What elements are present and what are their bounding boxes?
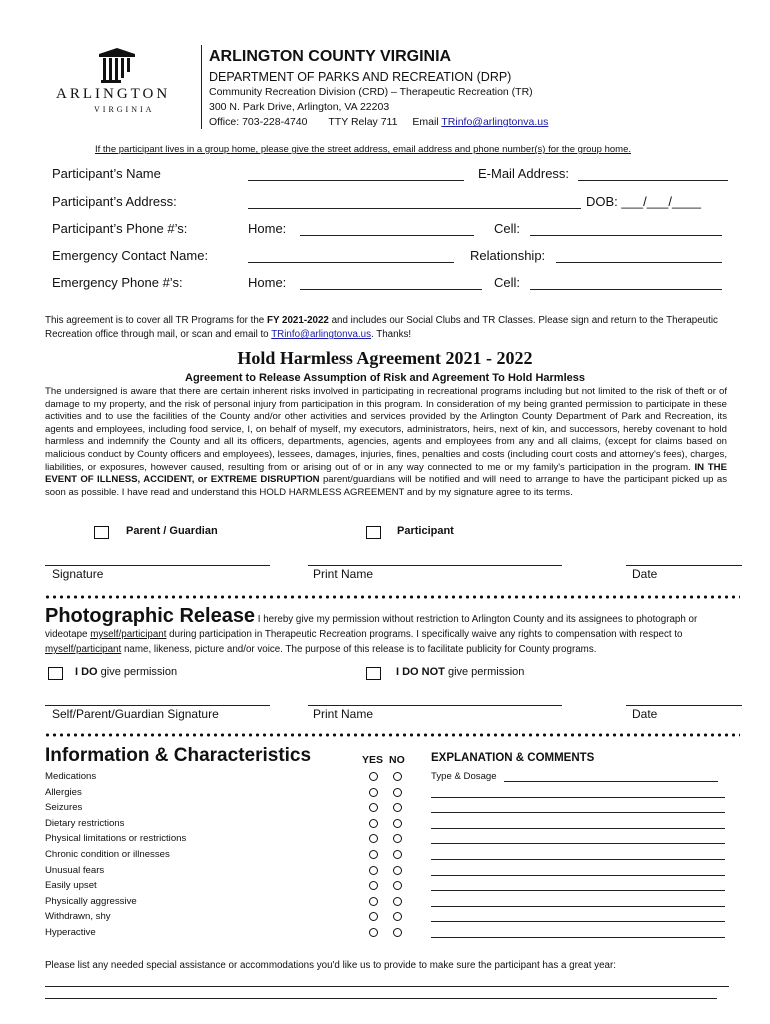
i-do-rest: give permission	[97, 666, 178, 678]
relationship-label: Relationship:	[470, 248, 546, 263]
photo-date-line[interactable]	[626, 705, 742, 706]
signature-label: Signature	[52, 567, 104, 581]
explanation-field[interactable]	[431, 921, 725, 922]
yes-radio[interactable]	[369, 850, 378, 859]
county-title: ARLINGTON COUNTY VIRGINIA	[209, 48, 452, 65]
print-name-line[interactable]	[308, 565, 562, 566]
agreement-emergency-notice: IN THE EVENT OF ILLNESS, ACCIDENT, or EXTREME DISRUPTION	[45, 461, 727, 486]
date-label: Date	[632, 567, 658, 581]
explanation-field[interactable]	[431, 937, 725, 938]
contact-line	[209, 116, 548, 128]
characteristic-label: Unusual fears	[45, 864, 105, 876]
tty-relay: TTY Relay 711	[328, 116, 398, 128]
yes-radio[interactable]	[369, 897, 378, 906]
photo-self-participant-1: myself/participant	[90, 629, 167, 640]
yes-radio[interactable]	[369, 866, 378, 875]
agreement-title: Hold Harmless Agreement 2021 - 2022	[237, 348, 533, 368]
fiscal-year: FY 2021-2022	[266, 315, 329, 326]
photo-print-name-label: Print Name	[313, 707, 374, 721]
i-do-checkbox[interactable]	[48, 667, 63, 680]
intro-email-link[interactable]: TRinfo@arlingtonva.us	[271, 329, 371, 340]
intro-text-1: This agreement is to cover all TR Programs for the	[45, 315, 267, 326]
info-title: Information & Characteristics	[45, 745, 312, 766]
characteristic-label: Easily upset	[45, 880, 97, 892]
yes-radio[interactable]	[369, 803, 378, 812]
home-phone-label: Home:	[248, 221, 287, 236]
intro-text-2: and includes our Social Clubs and TR Classes. Please sign and return to the Therapeutic Recreation office through mail, or scan and email to	[45, 315, 718, 340]
characteristic-label: Withdrawn, shy	[45, 911, 111, 923]
department-name: DEPARTMENT OF PARKS AND RECREATION (DRP)	[209, 70, 512, 84]
no-radio[interactable]	[393, 803, 402, 812]
parent-guardian-label: Parent / Guardian	[126, 525, 218, 537]
no-radio[interactable]	[393, 772, 402, 781]
signature-line[interactable]	[45, 565, 270, 566]
photo-print-name-line[interactable]	[308, 705, 562, 706]
emergency-contact-label: Emergency Contact Name:	[52, 248, 209, 263]
photo-date-label: Date	[632, 707, 658, 721]
no-radio[interactable]	[393, 912, 402, 921]
agreement-subtitle: Agreement to Release Assumption of Risk and Agreement To Hold Harmless	[185, 372, 585, 384]
photo-text-1: I hereby give my permission without restriction to Arlington County and its assignees to photograph or videotape	[45, 614, 698, 640]
explanation-field[interactable]	[431, 797, 725, 798]
i-do-label	[75, 666, 177, 678]
emergency-home-label: Home:	[248, 275, 287, 290]
cell-phone-label: Cell:	[494, 221, 521, 236]
no-radio[interactable]	[393, 850, 402, 859]
participant-name-label: Participant’s Name	[52, 166, 161, 181]
photo-text-3: name, likeness, picture and/or voice. The purpose of this release is to facilitate publicity for County programs.	[121, 644, 597, 655]
participant-name-field[interactable]	[248, 180, 464, 181]
no-header: NO	[389, 754, 405, 766]
relationship-field[interactable]	[556, 262, 722, 263]
no-radio[interactable]	[393, 881, 402, 890]
header-email-link[interactable]: TRinfo@arlingtonva.us	[441, 116, 549, 128]
yes-radio[interactable]	[369, 912, 378, 921]
header-divider	[201, 45, 202, 129]
section-divider-2	[44, 733, 740, 737]
no-radio[interactable]	[393, 866, 402, 875]
type-dosage-label: Type & Dosage	[431, 771, 497, 782]
photo-release	[45, 605, 740, 657]
photo-text-2: during participation in Therapeutic Recreation programs. I specifically waive any rights to compensation with respect to	[166, 629, 683, 640]
agreement-body	[45, 386, 727, 499]
explanation-field[interactable]	[431, 859, 725, 860]
participant-checkbox[interactable]	[366, 526, 381, 539]
date-line[interactable]	[626, 565, 742, 566]
explanation-field[interactable]	[431, 906, 725, 907]
i-do-not-rest: give permission	[444, 666, 525, 678]
characteristic-label: Physically aggressive	[45, 895, 137, 907]
yes-radio[interactable]	[369, 788, 378, 797]
no-radio[interactable]	[393, 819, 402, 828]
agreement-body-text-2: parent/guardians will be notified and will need to arrange to have the participant picked up as soon as possible. I have read and understand this HOLD HARMLESS AGREEMENT and by my signature agree to its terms.	[45, 474, 727, 498]
cell-phone-field[interactable]	[530, 235, 722, 236]
dob-field[interactable]: DOB: ___/___/____	[586, 194, 701, 209]
emergency-contact-field[interactable]	[248, 262, 454, 263]
logo-wordmark: ARLINGTON	[56, 86, 171, 102]
emergency-home-field[interactable]	[300, 289, 482, 290]
characteristic-label: Chronic condition or illnesses	[45, 849, 170, 860]
yes-radio[interactable]	[369, 928, 378, 937]
type-dosage-field[interactable]	[504, 781, 718, 782]
section-divider	[44, 595, 740, 599]
explanation-field[interactable]	[431, 828, 725, 829]
arlington-logo	[52, 42, 197, 114]
office-phone: Office: 703-228-4740	[209, 116, 308, 128]
explanation-header: EXPLANATION & COMMENTS	[431, 752, 595, 764]
participant-address-field[interactable]	[248, 208, 581, 209]
i-do-not-label	[396, 666, 524, 678]
explanation-field[interactable]	[431, 890, 725, 891]
footer-prompt: Please list any needed special assistance or accommodations you'd like us to provide to make sure the participant has a great year:	[45, 960, 616, 971]
yes-radio[interactable]	[369, 834, 378, 843]
emergency-cell-field[interactable]	[530, 289, 722, 290]
no-radio[interactable]	[393, 928, 402, 937]
yes-header: YES	[362, 754, 384, 766]
emergency-phone-label: Emergency Phone #’s:	[52, 275, 183, 290]
characteristic-label: Physical limitations or restrictions	[45, 833, 187, 845]
email-label: Email	[412, 116, 439, 128]
group-home-note: If the participant lives in a group home, please give the street address, email address and phone number(s) for the group home.	[95, 144, 631, 155]
photo-signature-line[interactable]	[45, 705, 270, 706]
i-do-text: I DO	[75, 666, 98, 678]
intro-text-3: . Thanks!	[370, 329, 412, 340]
email-address-label: E-Mail Address:	[478, 166, 570, 181]
i-do-not-checkbox[interactable]	[366, 667, 381, 680]
logo-subtitle: VIRGINIA	[94, 105, 155, 114]
arlington-house-icon	[97, 46, 137, 84]
photo-signature-label: Self/Parent/Guardian Signature	[52, 707, 219, 721]
office-address: 300 N. Park Drive, Arlington, VA 22203	[209, 101, 390, 113]
no-radio[interactable]	[393, 897, 402, 906]
characteristic-label: Medications	[45, 771, 97, 782]
division-name: Community Recreation Division (CRD) – Therapeutic Recreation (TR)	[209, 86, 533, 98]
yes-radio[interactable]	[369, 881, 378, 890]
no-radio[interactable]	[393, 834, 402, 843]
explanation-field[interactable]	[431, 875, 725, 876]
emergency-cell-label: Cell:	[494, 275, 521, 290]
characteristic-label: Seizures	[45, 802, 83, 814]
print-name-label: Print Name	[313, 567, 374, 581]
home-phone-field[interactable]	[300, 235, 474, 236]
yes-radio[interactable]	[369, 772, 378, 781]
parent-guardian-checkbox[interactable]	[94, 526, 109, 539]
explanation-field[interactable]	[431, 812, 725, 813]
characteristic-label: Allergies	[45, 786, 82, 798]
agreement-body-text-1: The undersigned is aware that there are certain inherent risks involved in participating in recreational programs including but not limited to the risk of theft or of damage to my property, and the risk of personal injury from participation in this program. In consideration of my being granted permission to participate in these activities and to use the facilities of the County and/or other activities and services provided by the Arlington County Department of Park and Recreation, its agents and employees, including food service, I, on behalf of myself, my executors, administrators, heirs, next of kin, and successors, hereby covenant to hold harmless and indemnify the County and all its officers, departments, agencies, agents and employees from any and all claims, (except for claims based on malicious conduct by County officers and employees), lessees, damages, injuries, fines, penalties and costs (including court costs and attorney's fees), charges, liabilities, or exposures, however caused, resulting from or arising out of or in any way connected to me or my family's participation in the program.	[45, 386, 727, 473]
participant-address-label: Participant’s Address:	[52, 194, 177, 209]
no-radio[interactable]	[393, 788, 402, 797]
footer-line-1[interactable]	[45, 986, 729, 987]
yes-radio[interactable]	[369, 819, 378, 828]
email-address-field[interactable]	[578, 180, 728, 181]
characteristic-label: Hyperactive	[45, 927, 96, 938]
i-do-not-text: I DO NOT	[396, 666, 445, 678]
footer-line-2[interactable]	[45, 998, 717, 999]
characteristic-label: Dietary restrictions	[45, 817, 125, 829]
explanation-field[interactable]	[431, 843, 725, 844]
photo-release-title: Photographic Release	[45, 605, 256, 627]
photo-self-participant-2: myself/participant	[45, 644, 122, 655]
participant-label: Participant	[397, 525, 454, 537]
agreement-intro	[45, 314, 725, 342]
participant-phone-label: Participant’s Phone #’s:	[52, 221, 188, 236]
